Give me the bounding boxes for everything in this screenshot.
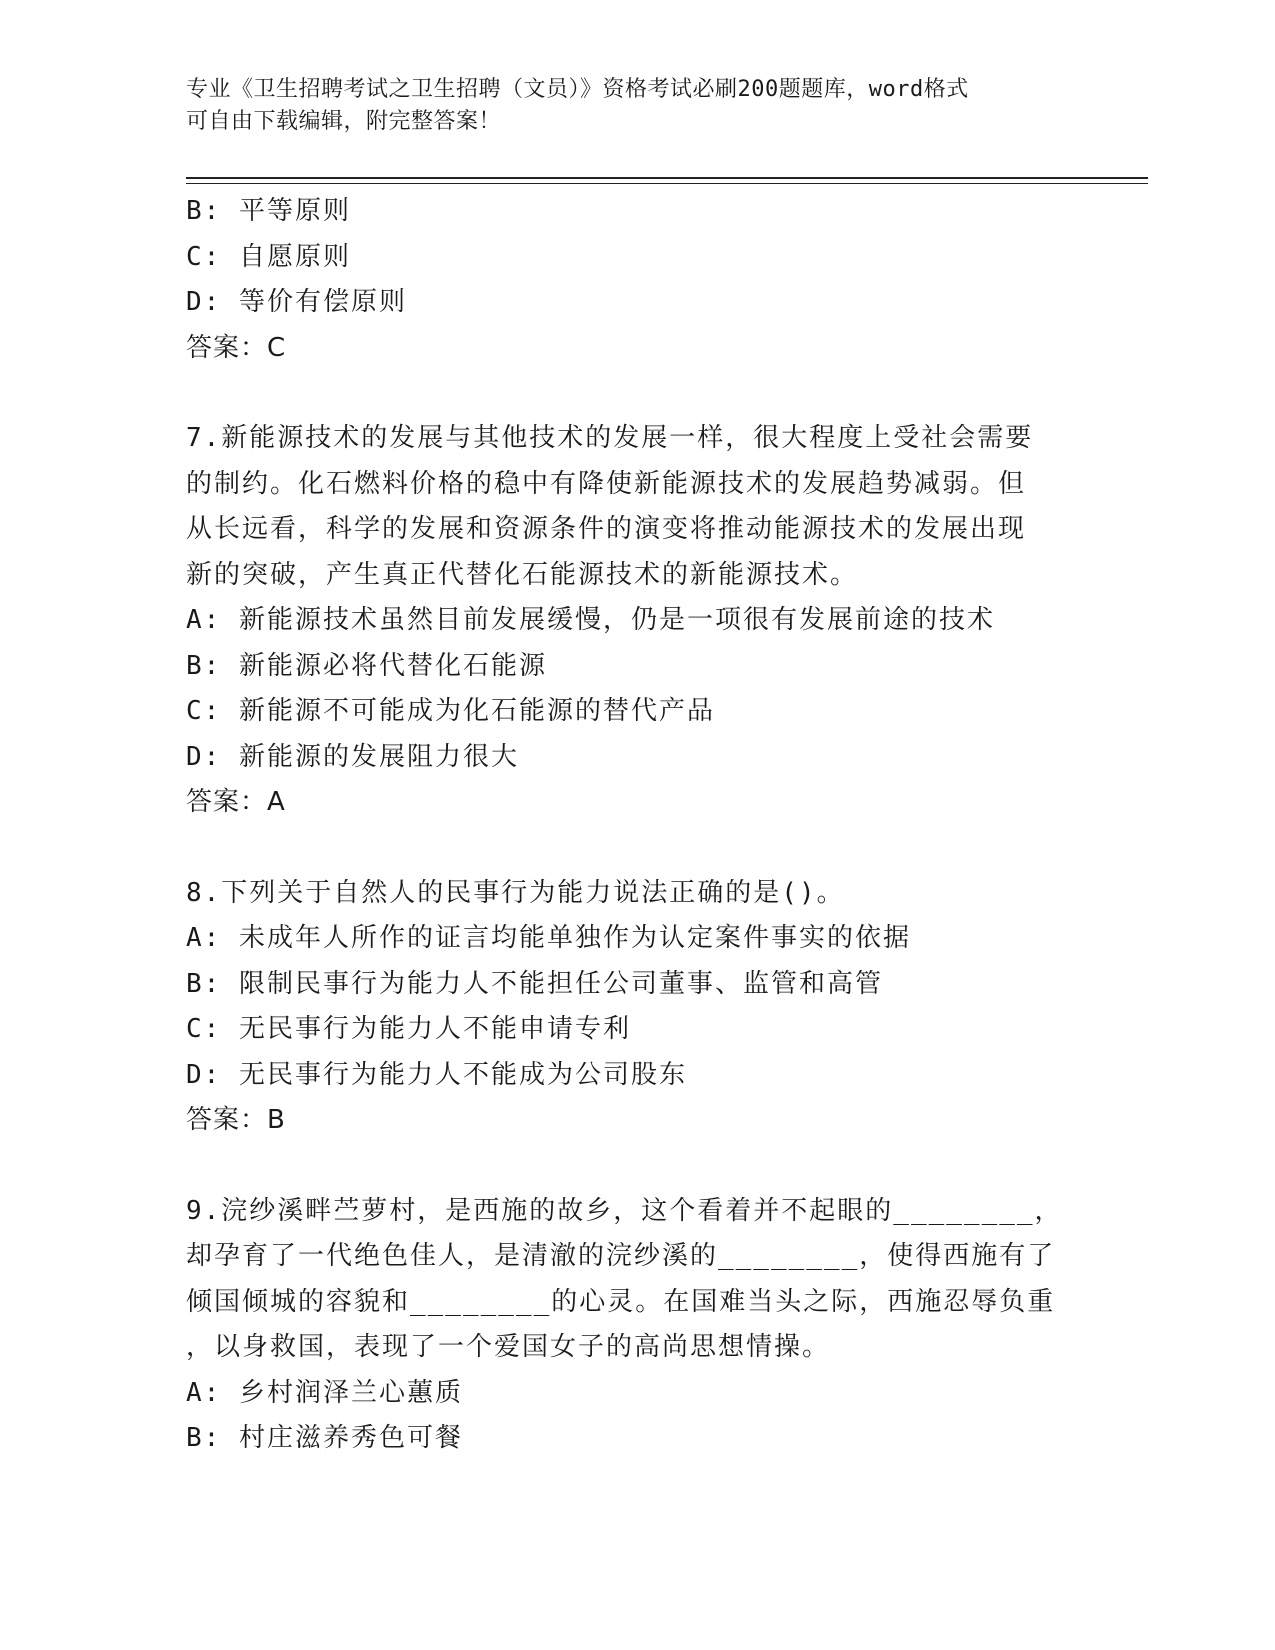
option-d: D: 无民事行为能力人不能成为公司股东	[186, 1059, 687, 1090]
option-c: C: 自愿原则	[186, 241, 351, 272]
header-rule-thick	[186, 177, 1148, 179]
spacer	[186, 1144, 1066, 1189]
document-header	[186, 74, 1066, 138]
question-stem-line: 7.新能源技术的发展与其他技术的发展一样，很大程度上受社会需要	[186, 423, 1034, 453]
question-stem-line: 从长远看，科学的发展和资源条件的演变将推动能源技术的发展出现	[186, 514, 1027, 544]
question-stem-line: 新的突破，产生真正代替化石能源技术的新能源技术。	[186, 559, 859, 590]
option-a: A: 新能源技术虽然目前发展缓慢，仍是一项很有发展前途的技术	[186, 605, 995, 635]
option-c: C: 无民事行为能力人不能申请专利	[186, 1014, 631, 1044]
question-list	[186, 189, 1066, 1462]
question-stem-line: 的制约。化石燃料价格的稳中有降使新能源技术的发展趋势减弱。但	[186, 468, 1027, 499]
option-a: A: 乡村润泽兰心蕙质	[186, 1377, 463, 1408]
option-d: D: 新能源的发展阻力很大	[186, 741, 519, 772]
option-b: B: 村庄滋养秀色可餐	[186, 1423, 463, 1453]
option-b: B: 平等原则	[186, 196, 351, 226]
answer: 答案：B	[186, 1105, 286, 1135]
answer: 答案：C	[186, 332, 287, 363]
question-9	[186, 1189, 1066, 1462]
option-b: B: 新能源必将代替化石能源	[186, 650, 547, 681]
question-6	[186, 189, 1066, 371]
option-c: C: 新能源不可能成为化石能源的替代产品	[186, 696, 715, 726]
question-stem-line: ，以身救国，表现了一个爱国女子的高尚思想情操。	[186, 1332, 831, 1362]
question-stem-line: 倾国倾城的容貌和________的心灵。在国难当头之际，西施忍辱负重	[186, 1286, 1056, 1317]
spacer	[186, 826, 1066, 871]
header-title-line-1: 专业《卫生招聘考试之卫生招聘（文员）》资格考试必刷200题题库，word格式	[186, 77, 969, 102]
spacer	[186, 371, 1066, 416]
question-8	[186, 871, 1066, 1144]
option-a: A: 未成年人所作的证言均能单独作为认定案件事实的依据	[186, 923, 911, 953]
option-d: D: 等价有偿原则	[186, 287, 407, 317]
answer: 答案：A	[186, 787, 286, 817]
header-rule-thin	[186, 183, 1148, 184]
option-b: B: 限制民事行为能力人不能担任公司董事、监管和高管	[186, 968, 883, 999]
header-title-line-2: 可自由下载编辑，附完整答案！	[186, 109, 502, 134]
question-7	[186, 416, 1066, 826]
question-stem-line: 8.下列关于自然人的民事行为能力说法正确的是()。	[186, 877, 845, 908]
question-stem-line: 却孕育了一代绝色佳人，是清澈的浣纱溪的________，使得西施有了	[186, 1241, 1056, 1271]
question-stem-line: 9.浣纱溪畔苎萝村，是西施的故乡，这个看着并不起眼的________，	[186, 1195, 1063, 1226]
